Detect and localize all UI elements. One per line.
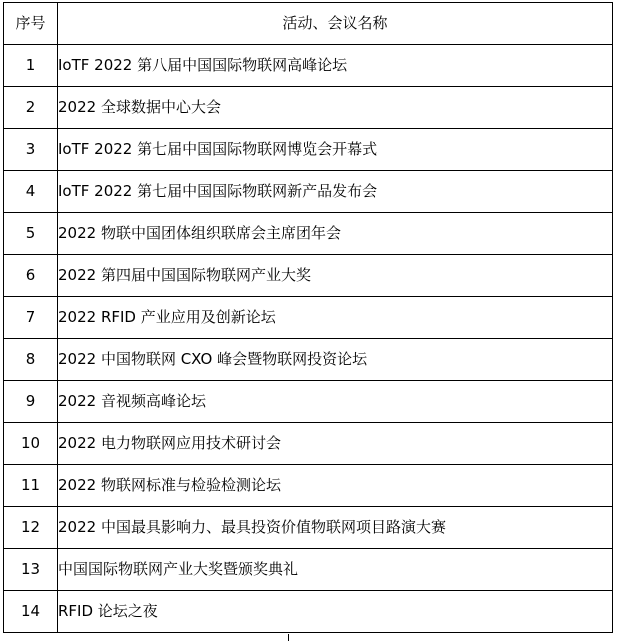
event-name: 2022 物联中国团体组织联席会主席团年会 xyxy=(58,213,613,255)
row-number: 5 xyxy=(4,213,58,255)
row-number: 8 xyxy=(4,339,58,381)
table-row xyxy=(4,87,613,129)
page-tail-mark xyxy=(288,634,289,641)
table-row xyxy=(4,255,613,297)
table-row xyxy=(4,549,613,591)
event-name: 2022 物联网标准与检验检测论坛 xyxy=(58,465,613,507)
row-number: 6 xyxy=(4,255,58,297)
table-header xyxy=(4,3,613,45)
row-number: 10 xyxy=(4,423,58,465)
table-row xyxy=(4,45,613,87)
event-name: 2022 音视频高峰论坛 xyxy=(58,381,613,423)
row-number: 2 xyxy=(4,87,58,129)
row-number: 4 xyxy=(4,171,58,213)
row-number: 11 xyxy=(4,465,58,507)
table-row xyxy=(4,171,613,213)
table-row xyxy=(4,297,613,339)
header-no: 序号 xyxy=(4,3,58,45)
row-number: 9 xyxy=(4,381,58,423)
event-name: IoTF 2022 第七届中国国际物联网博览会开幕式 xyxy=(58,129,613,171)
row-number: 12 xyxy=(4,507,58,549)
event-name: 2022 第四届中国国际物联网产业大奖 xyxy=(58,255,613,297)
event-name: 2022 电力物联网应用技术研讨会 xyxy=(58,423,613,465)
row-number: 14 xyxy=(4,591,58,633)
table-row xyxy=(4,213,613,255)
header-row xyxy=(4,3,613,45)
event-name: RFID 论坛之夜 xyxy=(58,591,613,633)
event-name: 2022 RFID 产业应用及创新论坛 xyxy=(58,297,613,339)
table-body xyxy=(4,45,613,633)
event-table xyxy=(3,2,613,633)
event-name: 2022 中国最具影响力、最具投资价值物联网项目路演大赛 xyxy=(58,507,613,549)
header-name: 活动、会议名称 xyxy=(58,3,613,45)
table-row xyxy=(4,591,613,633)
table-row xyxy=(4,381,613,423)
table-row xyxy=(4,465,613,507)
row-number: 13 xyxy=(4,549,58,591)
event-name: IoTF 2022 第七届中国国际物联网新产品发布会 xyxy=(58,171,613,213)
event-name: 2022 中国物联网 CXO 峰会暨物联网投资论坛 xyxy=(58,339,613,381)
table-row xyxy=(4,129,613,171)
event-name: IoTF 2022 第八届中国国际物联网高峰论坛 xyxy=(58,45,613,87)
row-number: 1 xyxy=(4,45,58,87)
table-row xyxy=(4,423,613,465)
table-row xyxy=(4,339,613,381)
event-name: 中国国际物联网产业大奖暨颁奖典礼 xyxy=(58,549,613,591)
table-row xyxy=(4,507,613,549)
row-number: 3 xyxy=(4,129,58,171)
row-number: 7 xyxy=(4,297,58,339)
event-name: 2022 全球数据中心大会 xyxy=(58,87,613,129)
